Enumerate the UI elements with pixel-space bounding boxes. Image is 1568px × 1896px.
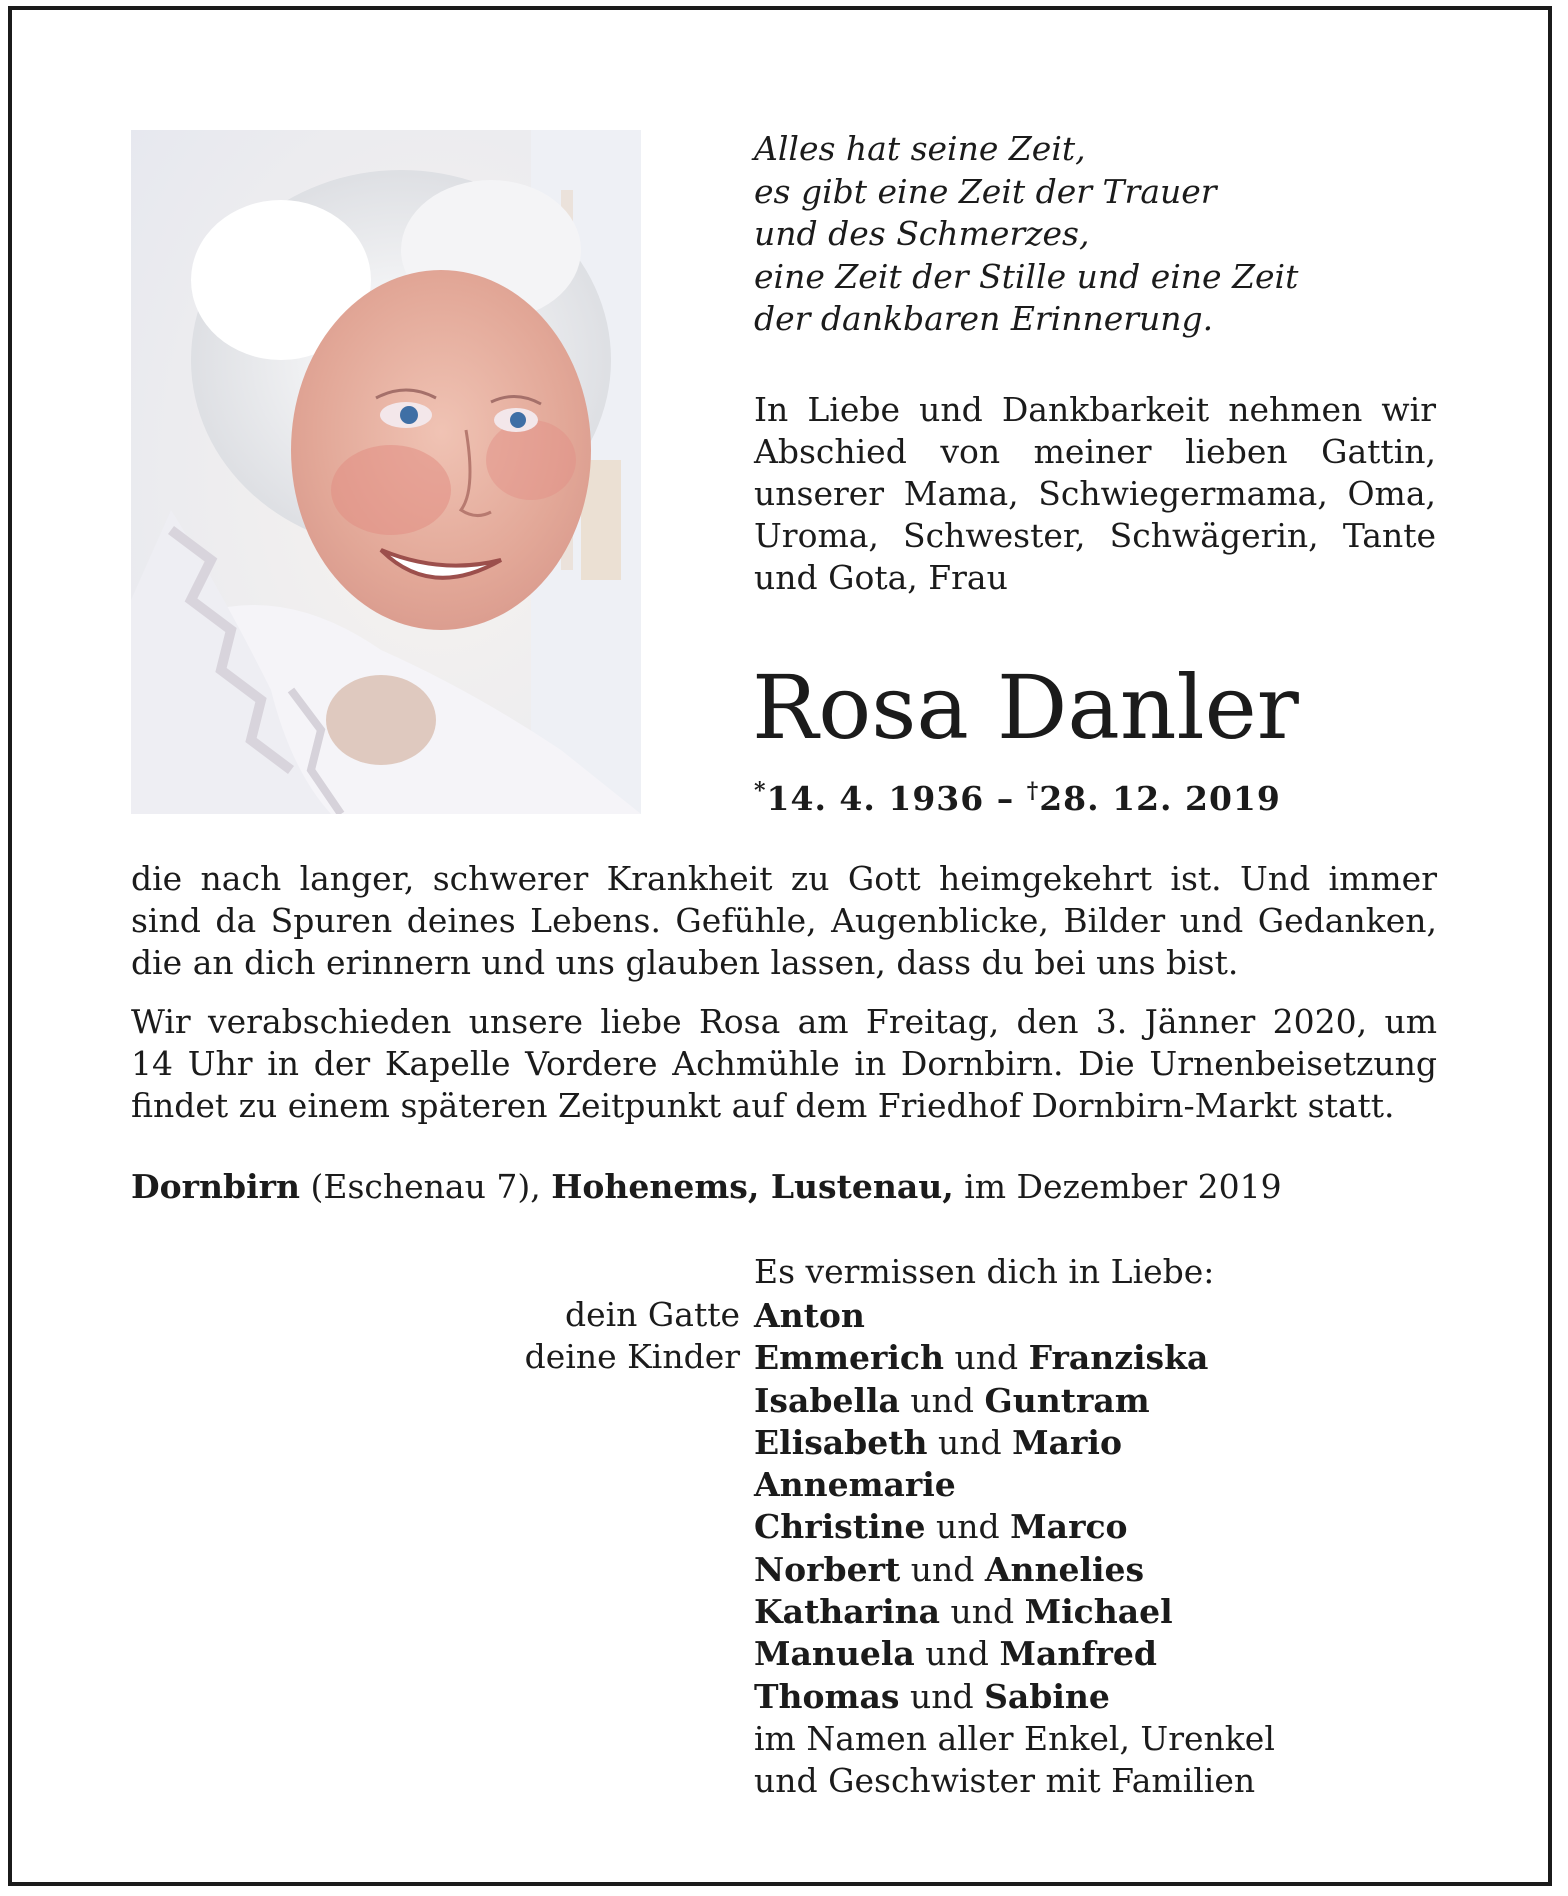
birth-date: 14. 4. 1936 bbox=[766, 779, 985, 818]
paragraph-line: Wir verabschieden unsere liebe Rosa am Freitag, den 3. Jänner 2020, um bbox=[131, 1002, 1437, 1041]
death-symbol: † bbox=[1026, 778, 1040, 804]
paragraph-line: sind da Spuren deines Lebens. Gefühle, Augenblicke, Bilder und Gedanken, bbox=[131, 901, 1437, 940]
mourner-and: und bbox=[925, 1507, 1011, 1547]
poem-line: und des Schmerzes, bbox=[754, 214, 1090, 253]
portrait-illustration bbox=[131, 130, 641, 814]
mourner-name: Michael bbox=[1024, 1592, 1173, 1632]
closing-text bbox=[754, 1718, 1275, 1802]
mourner-name: Mario bbox=[1012, 1422, 1122, 1462]
mourner-name: Anton bbox=[754, 1296, 865, 1335]
mourner-line bbox=[754, 1591, 1208, 1633]
mourner-line bbox=[754, 1549, 1208, 1591]
mourner-line bbox=[754, 1380, 1208, 1422]
intro-line: und Gota, Frau bbox=[754, 558, 1008, 597]
place-others: Hohenems, Lustenau, bbox=[551, 1167, 954, 1206]
mourners-list bbox=[754, 1295, 1208, 1718]
poem-line: der dankbaren Erinnerung. bbox=[754, 299, 1214, 338]
paragraph-funeral bbox=[131, 1001, 1437, 1127]
birth-symbol: * bbox=[754, 778, 767, 804]
mourner-line bbox=[754, 1676, 1208, 1718]
intro-line: unserer Mama, Schwiegermama, Oma, bbox=[754, 474, 1436, 513]
paragraph-line: findet zu einem späteren Zeitpunkt auf dem Friedhof Dornbirn-Markt statt. bbox=[131, 1086, 1395, 1125]
mourner-name: Marco bbox=[1010, 1507, 1128, 1547]
mourner-name: Franziska bbox=[1028, 1338, 1209, 1378]
place-city: Dornbirn bbox=[131, 1167, 300, 1206]
closing-line: im Namen aller Enkel, Urenkel bbox=[754, 1719, 1275, 1758]
date-separator: – bbox=[984, 779, 1027, 818]
mourner-line bbox=[754, 1506, 1208, 1548]
mourner-and: und bbox=[939, 1592, 1025, 1632]
mourner-and: und bbox=[914, 1634, 1000, 1674]
deceased-name: Rosa Danler bbox=[752, 656, 1299, 759]
place-date: im Dezember 2019 bbox=[953, 1167, 1282, 1206]
poem-line: es gibt eine Zeit der Trauer bbox=[754, 171, 1217, 211]
relation-children: deine Kinder bbox=[524, 1337, 740, 1376]
closing-line: und Geschwister mit Familien bbox=[754, 1761, 1256, 1800]
place-and-date bbox=[131, 1167, 1282, 1206]
mourner-line bbox=[754, 1337, 1208, 1379]
mourner-name: Isabella bbox=[754, 1380, 900, 1420]
mourner-name: Christine bbox=[754, 1507, 926, 1547]
intro-line: In Liebe und Dankbarkeit nehmen wir bbox=[754, 390, 1436, 429]
intro-line: Abschied von meiner lieben Gattin, bbox=[754, 432, 1436, 471]
intro-text bbox=[754, 389, 1436, 599]
mourner-line bbox=[754, 1422, 1208, 1464]
mourner-name: Sabine bbox=[984, 1676, 1110, 1716]
life-dates bbox=[754, 778, 1281, 818]
mourner-name: Thomas bbox=[754, 1676, 900, 1716]
portrait-photo bbox=[131, 130, 641, 814]
mourners-heading: Es vermissen dich in Liebe: bbox=[754, 1252, 1215, 1291]
mourner-name: Guntram bbox=[984, 1380, 1150, 1420]
intro-line: Uroma, Schwester, Schwägerin, Tante bbox=[754, 516, 1436, 555]
paragraph-line: die nach langer, schwerer Krankheit zu Gott heimgekehrt ist. Und immer bbox=[131, 859, 1437, 898]
mourner-and: und bbox=[944, 1338, 1029, 1378]
paragraph-line: 14 Uhr in der Kapelle Vordere Achmühle in Dornbirn. Die Urnenbeisetzung bbox=[131, 1044, 1437, 1083]
mourner-name: Annelies bbox=[984, 1549, 1145, 1589]
mourner-name: Katharina bbox=[754, 1592, 940, 1632]
mourner-and: und bbox=[900, 1549, 985, 1589]
mourner-and: und bbox=[927, 1422, 1013, 1462]
mourner-name: Annemarie bbox=[754, 1465, 956, 1505]
mourner-name: Manuela bbox=[754, 1634, 915, 1674]
mourner-line bbox=[754, 1295, 1208, 1337]
mourner-and: und bbox=[899, 1380, 985, 1420]
mourner-name: Norbert bbox=[754, 1549, 901, 1589]
paragraph-memories bbox=[131, 858, 1437, 984]
paragraph-line: die an dich erinnern und uns glauben lassen, dass du bei uns bist. bbox=[131, 943, 1239, 982]
mourner-and: und bbox=[899, 1676, 985, 1716]
poem bbox=[754, 128, 1454, 341]
poem-line: Alles hat seine Zeit, bbox=[754, 129, 1086, 168]
mourner-line bbox=[754, 1633, 1208, 1675]
place-address: (Eschenau 7), bbox=[300, 1167, 552, 1206]
mourner-line bbox=[754, 1464, 1208, 1506]
death-date: 28. 12. 2019 bbox=[1039, 779, 1281, 818]
mourner-name: Manfred bbox=[999, 1634, 1157, 1674]
mourner-name: Emmerich bbox=[754, 1338, 944, 1378]
poem-line: eine Zeit der Stille und eine Zeit bbox=[754, 256, 1299, 296]
mourner-name: Elisabeth bbox=[754, 1422, 928, 1462]
relation-spouse: dein Gatte bbox=[564, 1295, 740, 1334]
